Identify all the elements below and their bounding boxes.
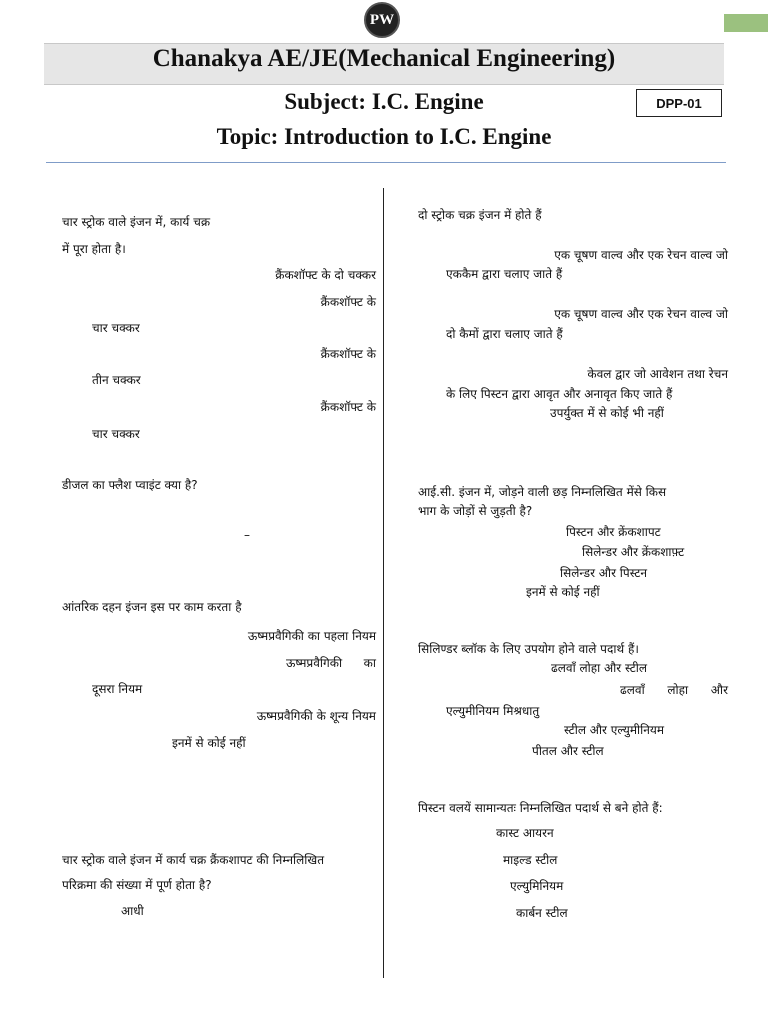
right-q3-option2b: एल्युमीनियम मिश्रधातु (446, 704, 540, 718)
left-q4-line1: चार स्ट्रोक वाले इंजन में कार्य चक्र क्रैंकशापट की निम्नलिखित (62, 853, 325, 867)
left-q3-option2a-word1: ऊष्मप्रवैगिकी (286, 656, 343, 670)
right-q3-option4: पीतल और स्टील (532, 744, 604, 758)
left-q1-option3a: क्रैंकशॉफ्ट के (320, 347, 376, 361)
left-q1-option4b: चार चक्कर (92, 427, 140, 441)
left-q1-option2b: चार चक्कर (92, 321, 140, 335)
right-q1-option1a: एक चूषण वाल्व और एक रेचन वाल्व जो (554, 248, 728, 262)
left-q3-option2a (286, 656, 376, 670)
left-q4-option1: आधी (121, 904, 144, 918)
right-q3-option3: स्टील और एल्युमीनियम (564, 723, 665, 737)
left-q3-option4: इनमें से कोई नहीं (172, 736, 246, 750)
right-q1-option4: उपर्युक्त में से कोई भी नहीं (550, 406, 664, 420)
right-q3-option2a (620, 683, 728, 697)
left-q1-option2a: क्रैंकशॉफ्ट के (320, 295, 376, 309)
left-q1-line2: में पूरा होता है। (62, 242, 126, 256)
left-q1-option4a: क्रैंकशॉफ्ट के (320, 400, 376, 414)
right-q1-option2a: एक चूषण वाल्व और एक रेचन वाल्व जो (554, 307, 728, 321)
right-q1-line1: दो स्ट्रोक चक्र इंजन में होते हैं (418, 208, 542, 222)
right-q3-option2a-word3: और (710, 683, 728, 697)
header-divider (46, 162, 726, 163)
right-q2-option4: इनमें से कोई नहीं (526, 585, 600, 599)
right-q2-option3: सिलेन्डर और पिस्टन (560, 566, 648, 580)
subject-heading: Subject: I.C. Engine (284, 89, 484, 114)
left-q3-option2a-word2: का (363, 656, 376, 670)
left-q1-option3b: तीन चक्कर (92, 373, 141, 387)
right-q4-option4: कार्बन स्टील (516, 906, 568, 920)
left-q3-option3: ऊष्मप्रवैगिकी के शून्य नियम (256, 709, 376, 723)
right-q1-option1b: एककैम द्वारा चलाए जाते हैं (446, 267, 563, 281)
left-q4-line2: परिक्रमा की संख्या में पूर्ण होता है? (62, 878, 212, 892)
right-q3-line1: सिलिण्डर ब्लॉक के लिए उपयोग होने वाले पदार्थ हैं। (418, 642, 639, 656)
right-q4-line1: पिस्टन वलयें सामान्यतः निम्नलिखित पदार्थ से बने होते हैं: (418, 801, 663, 815)
pw-logo: PW (364, 2, 400, 38)
right-q1-option3a: केवल द्वार जो आवेशन तथा रेचन (587, 367, 728, 381)
green-corner-tab (724, 14, 768, 32)
left-q3-option1: ऊष्मप्रवैगिकी का पहला नियम (247, 629, 376, 643)
left-q3-option2b: दूसरा नियम (92, 682, 143, 696)
right-q2-option1: पिस्टन और क्रेंकशापट (566, 525, 661, 539)
left-q1-line1: चार स्ट्रोक वाले इंजन में, कार्य चक्र (62, 215, 211, 229)
right-q4-option1: कास्ट आयरन (496, 826, 554, 840)
left-q3-line1: आंतरिक दहन इंजन इस पर काम करता है (62, 600, 242, 614)
right-q3-option2a-word2: लोहा (667, 683, 689, 697)
right-q2-line2: भाग के जोड़ों से जुड़ती है? (418, 504, 533, 518)
dpp-badge: DPP-01 (636, 89, 722, 117)
right-q3-option2a-word1: ढलवाँ (620, 683, 645, 697)
right-q1-option2b: दो कैमों द्वारा चलाए जाते हैं (446, 327, 563, 341)
right-q4-option3: एल्युमिनियम (510, 879, 564, 893)
left-q2-line1: डीजल का फ्लैश प्वाइंट क्या है? (62, 478, 198, 492)
right-q2-option2: सिलेन्डर और क्रेंकशाफ़्ट (582, 545, 685, 559)
right-q1-option3b: के लिए पिस्टन द्वारा आवृत और अनावृत किए जाते हैं (446, 387, 673, 401)
left-q1-option1: क्रैंकशॉफ्ट के दो चक्कर (275, 268, 376, 282)
right-q3-option1: ढलवाँ लोहा और स्टील (551, 661, 647, 675)
column-divider (383, 188, 384, 978)
topic-heading: Topic: Introduction to I.C. Engine (216, 124, 552, 149)
right-q4-option2: माइल्ड स्टील (503, 853, 558, 867)
left-q2-dash: – (244, 528, 250, 542)
page-title: Chanakya AE/JE(Mechanical Engineering) (152, 45, 616, 72)
right-q2-line1: आई.सी. इंजन में, जोड़ने वाली छड़ निम्नलिखित मेंसे किस (418, 485, 667, 499)
